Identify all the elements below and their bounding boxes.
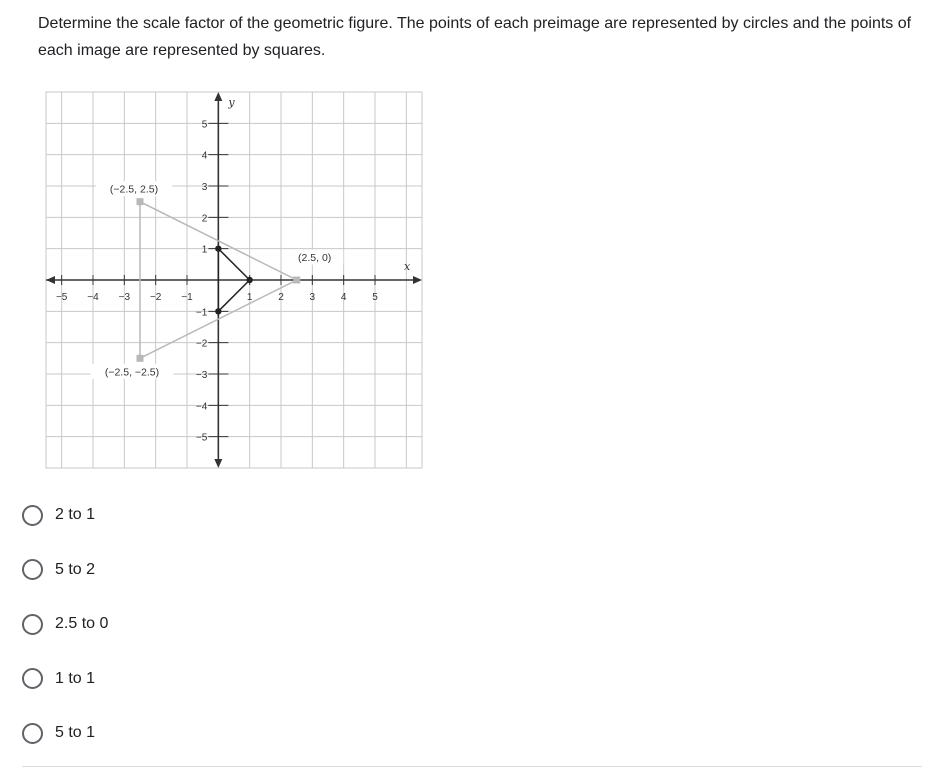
- radio-button[interactable]: [22, 559, 43, 580]
- choice-option[interactable]: [22, 664, 522, 694]
- image-point-square: [293, 277, 300, 284]
- choice-label: 2 to 1: [55, 506, 96, 523]
- question-text: Determine the scale factor of the geometric figure. The points of each preimage are represented by circles and the points of each image are represented by squares.: [38, 15, 912, 59]
- image-point-square: [137, 355, 144, 362]
- y-tick-label: 2: [201, 213, 208, 225]
- x-tick-label: 3: [309, 292, 316, 303]
- y-tick-label: −2: [195, 338, 208, 350]
- radio-button[interactable]: [22, 723, 43, 744]
- choice-option[interactable]: [22, 500, 522, 530]
- y-tick-label: −4: [195, 401, 208, 413]
- x-tick-label: −2: [149, 292, 162, 303]
- radio-button[interactable]: [22, 614, 43, 635]
- x-tick-label: 2: [278, 292, 284, 303]
- radio-button[interactable]: [22, 505, 43, 526]
- x-axis-label: x: [404, 260, 411, 273]
- answer-choices: [22, 500, 522, 773]
- y-tick-label: 5: [201, 119, 208, 131]
- radio-button[interactable]: [22, 668, 43, 689]
- choice-option[interactable]: [22, 609, 522, 639]
- y-tick-label: 1: [201, 244, 208, 256]
- choice-label: 5 to 2: [55, 560, 96, 578]
- y-tick-label: −3: [195, 370, 208, 381]
- coordinate-graph: [40, 88, 426, 472]
- preimage-point-circle: [215, 245, 221, 251]
- choice-option[interactable]: [22, 555, 522, 585]
- preimage-point-circle: [215, 308, 221, 314]
- point-label: (−2.5, 2.5): [109, 183, 159, 196]
- graph-canvas: [40, 88, 426, 472]
- choice-label: 1 to 1: [55, 669, 96, 687]
- x-tick-label: −4: [87, 292, 99, 303]
- choice-label: 5 to 1: [55, 724, 96, 741]
- choice-option[interactable]: [22, 718, 522, 748]
- point-label: (−2.5, −2.5): [104, 366, 160, 379]
- preimage-point-circle: [246, 277, 252, 283]
- y-axis-label: y: [228, 96, 235, 109]
- y-tick-label: −5: [195, 432, 208, 444]
- y-tick-label: −1: [195, 307, 208, 319]
- x-tick-label: 5: [372, 292, 378, 303]
- choice-label: 2.5 to 0: [55, 615, 109, 632]
- divider: [22, 766, 922, 767]
- y-tick-label: 3: [201, 182, 208, 193]
- point-label: (2.5, 0): [298, 252, 332, 264]
- x-tick-label: 4: [340, 292, 347, 303]
- image-point-square: [137, 198, 144, 205]
- x-tick-label: −3: [118, 292, 131, 303]
- y-tick-label: 4: [201, 150, 208, 162]
- x-tick-label: −5: [55, 292, 68, 303]
- x-tick-label: 1: [246, 292, 253, 303]
- x-tick-label: −1: [181, 292, 193, 303]
